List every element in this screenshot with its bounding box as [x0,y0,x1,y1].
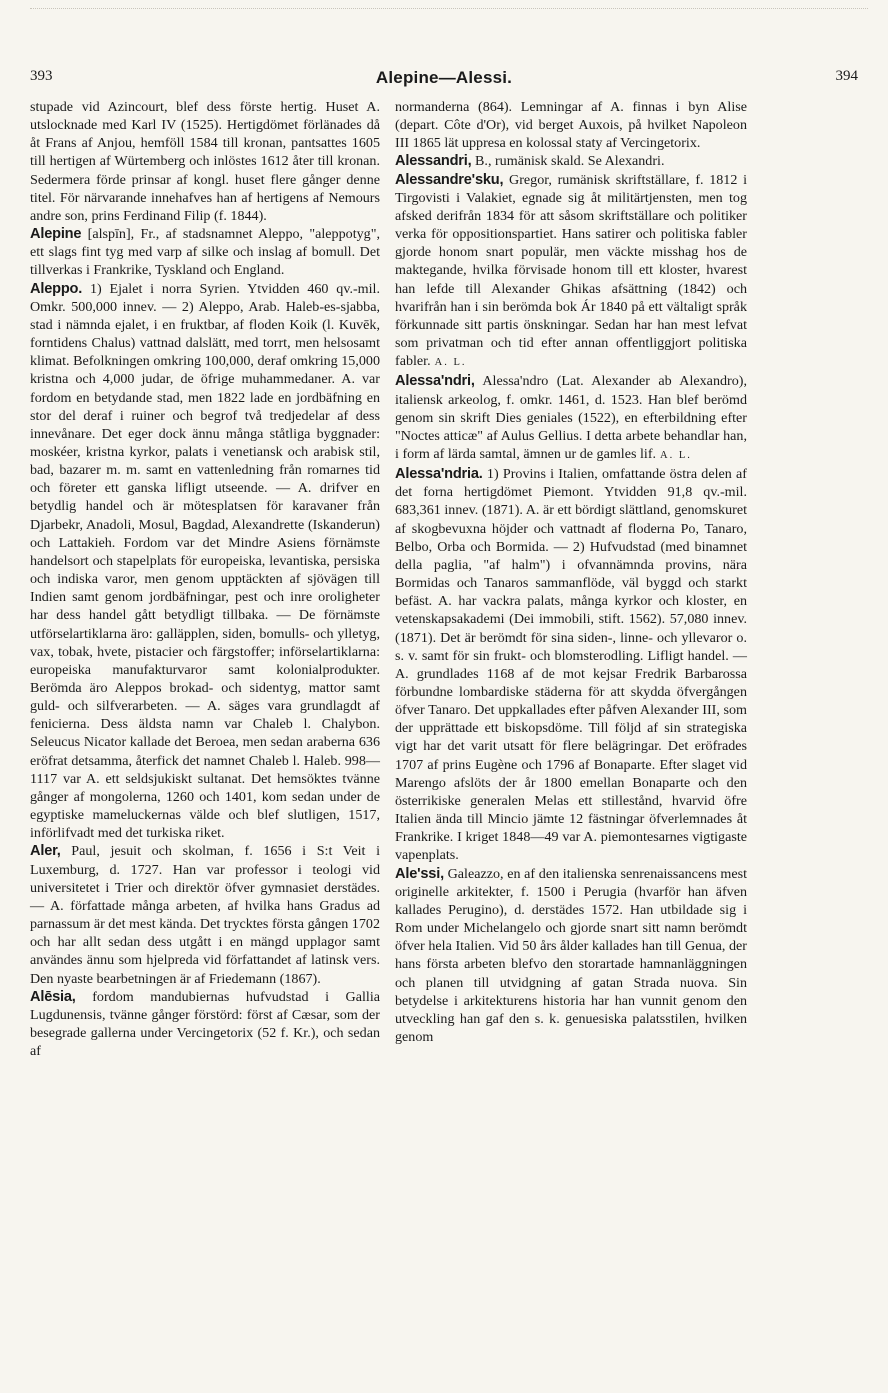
page-number-right: 394 [835,68,858,84]
entry-alepine [30,225,380,279]
entry [30,98,380,225]
entry-text: Gregor, rumänisk skriftställare, f. 1812 i Tirgovisti i Valakiet, egnade sig åt militärtjensten, men tog afsked derifrån 1834 för att såsom skriftställare och politiker verka för oppositionspartiet. Hans satirer och politiska fabler gjorde honom snart populär, men väckte misshag hos de maktegande, hvilka förvisade honom till ett kloster, hvarest han lefde till Alexander Ghikas afsättning (1842) och hvarifrån han i sin berömda bok Ár 1840 på ett vältaligt språk förkunnade sitt partis önskningar. Sedan har han mest lefvat som privatman och tid efter annan offentliggjort politiska fabler. [395,171,747,370]
entry [395,98,747,152]
headword: Alessandri, [395,153,472,170]
headword: Ale'ssi, [395,865,444,882]
top-rule [30,8,868,10]
right-column [395,98,747,1046]
headword: Alessandre'sku, [395,171,504,188]
entry-text: Paul, jesuit och skolman, f. 1656 i S:t Veit i Luxemburg, d. 1727. Han var professor i teologi vid universitetet i Trier och direktör öfver gymnasiet derstädes. — A. författade många arbeten, af hvilka hans Gradus ad parnassum är det mest kända. Det trycktes första gången 1702 och har allt sedan dess utgått i en mängd upplagor samt användes ännu som hjelpreda vid författandet af latinsk vers. Den nyaste bearbetningen är af Friedemann (1867). [30,843,380,987]
entry-text: fordom mandubiernas hufvudstad i Gallia Lugdunensis, tvänne gånger förstörd: först af Cæsar, som der besegrade gallerna under Vercingetorix (52 f. Kr.), och sedan af [30,988,380,1060]
entry-alessandresku [395,171,747,373]
author-signature: A. L. [434,357,467,369]
entry-alessandri [395,152,747,170]
entry-aler [30,842,380,987]
entry-text: [alspīn], Fr., af stadsnamnet Aleppo, "aleppotyg", ett slags fint tyg med varp af silke och inslag af bomull. Det tillverkas i Frankrike, Tyskland och England. [30,226,380,279]
page-header [30,68,858,96]
headword: Alessa'ndri, [395,373,475,390]
headword: Alepine [30,226,82,243]
entry-alesia [30,988,380,1061]
entry-text: B., rumänisk skald. Se Alexandri. [475,153,665,170]
entry-text: Alessa'ndro (Lat. Alexander ab Alexandro), italiensk arkeolog, f. omkr. 1461, d. 1523. Han blef berömd genom sin skrift Dies geniales (1522), en efterbildning efter "Noctes atticæ" af Aulus Gellius. I detta arbete behandlar han, i form af lärda samtal, ämnen ur de gamles lif. [395,373,747,462]
entry-text: 1) Ejalet i norra Syrien. Ytvidden 460 qv.-mil. Omkr. 500,000 innev. — 2) Aleppo, Arab. Haleb-es-sjabba, stad i nämnda ejalet, i en fruktbar, af floden Koik (l. Kuvēk, forntidens Chalus) vattnad dalslätt, med torrt, men helsosamt klimat. Befolkningen omkring 100,000, deraf omkring 15,000 kristna och 4,000 judar, de öfrige muhammedaner. A. var fordom en betydande stad, men 1822 lade en jordbäfning en stor del deraf i ruiner och begrof två tredjedelar af dess innevånare. Det eger dock ännu många ståtliga byggnader: moskéer, kristna kyrkor, palats i venetiansk och arabisk stil, bad, bazarer m. m. samt en vattenledning från romarnes tid och företer ett ganska lifligt utseende. — A. drifver en betydlig handel och är mötesplatsen för karavaner från Djarbekr, Anadoli, Mosul, Bagdad, Alexandrette (Iskanderun) och Lattakieh. Fordom var det Mindre Asiens förnämste handelsort och stapelplats för europeiska, levantiska, persiska och indiska varor, men genom upptäckten af sjövägen till Indien samt genom jordbäfningar, pest och inre oroligheter har dess handel gått betydligt tillbaka. — De förnämste utförselartiklarna äro: galläpplen, siden, bomulls- och ylletyg, vax, tobak, hvete, pistacier och färgstoffer; införselartiklarna: europeiska manufakturvaror samt kolonialprodukter. Berömda äro Aleppos brokad- och sidentyg, mattor samt guld- och silfverarbeten. — A. säges vara grundlagdt af fenicierna. Dess äldsta namn var Chaleb l. Chalybon. Seleucus Nicator kallade det Beroea, men sedan araberna 636 eröfrat detsamma, återfick det namnet Chaleb l. Haleb. 998—1117 var A. ett seldsjukiskt sultanat. Det hemsöktes tvänne gånger af mongolerna, 1260 och 1401, kom sedan under de egyptiske mameluckernas välde och blef slutligen, 1517, införlifvadt med det turkiska riket. [30,280,380,842]
entry-alessandria [395,465,747,864]
headword: Alessa'ndria. [395,466,483,483]
headword: Aler, [30,843,61,860]
author-signature: A. L. [660,449,692,461]
entry-text: Galeazzo, en af den italienska senrenaissancens mest originelle arkitekter, f. 1500 i Perugia (hvarför han äfven kallades Perugino), d. derstädes 1572. Han utbildade sig i Rom under Michelangelo och gjorde snart sitt namn berömdt öfver hela Italien. Vid 50 års ålder kallades han till Genua, der hans första arbeten blefvo den storartade hamnanläggningen och planen till utvidgning af gatan Strada nuova. Sin betydelse i arkitekturens historia har han vunnit genom den utveckling han gaf den s. k. genuesiska palatsstilen, hvilken genom [395,865,748,1045]
headword: Aleppo. [30,280,83,297]
entry-alessandri-alessandro [395,372,747,465]
entry-text: normanderna (864). Lemningar af A. finnas i byn Alise (depart. Côte d'Or), vid berget Auxois, på hvilket Napoleon III 1865 lät uppresa en kolossal staty af Vercingetorix. [395,99,747,152]
entry-text: stupade vid Azincourt, blef dess förste hertig. Huset A. utslocknade med Karl IV (1525). Hertigdömet förlänades då åt Frans af Anjou, hemföll 1584 till kronan, pantsattes 1605 till hertigen af Würtemberg och inlöstes 1612 åter till kronan. Sedermera förde prinsar af kongl. huset flere gånger denne titel. För närvarande innehafves han af hertigens af Nemours andre son, prins Ferdinand Filip (f. 1844). [30,99,380,224]
entry-aleppo [30,280,380,843]
headword: Alēsia, [30,988,76,1005]
left-column [30,98,380,1060]
page-number-left: 393 [30,68,53,84]
running-title: Alepine—Alessi. [375,68,513,87]
entry-text: 1) Provins i Italien, omfattande östra delen af det forna hertigdömet Piemont. Ytvidden 91,8 qv.-mil. 683,361 innev. (1871). A. är ett bördigt slättland, genomskuret af skogbevuxna höjder och vattnadt af floderna Po, Tanaro, Belbo, Orba och Bormida. — 2) Hufvudstad (med binamnet della paglia, "af halm") i ofvannämnda provins, nära Bormidas och Tanaros sammanflöde, väl byggd och starkt befäst. A. har vackra palats, många kyrkor och kloster, en vetenskapsakademi (Dei immobili, stift. 1562). 57,080 innev. (1871). Det är berömdt för sina siden-, linne- och yllevaror o. s. v. samt för sin frukt- och blomsterodling. Lifligt handel. — A. grundlades 1168 af de mot kejsar Fredrik Barbarossa förbundne lombardiske städerna för att skydda öfvergången öfver Tanaro. Det uppkallades efter påfven Alexander III, som der upprättade ett biskopsdöme. Till följd af sin strategiska vigt har det varit utsatt för flere belägringar. Det eröfrades 1707 af prins Eugène och 1796 af Bonaparte. Efter slaget vid Marengo afslöts der år 1800 emellan Bonaparte och den österrikiske generalen Melas ett stillestånd, hvarvid öfre Italien ända till Mincio jämte 12 fästningar öfverlemnades åt Frankrike. I kriget 1848—49 var A. piemontesarnes vigtigaste vapenplats. [395,466,747,864]
entry-alessi [395,865,747,1047]
